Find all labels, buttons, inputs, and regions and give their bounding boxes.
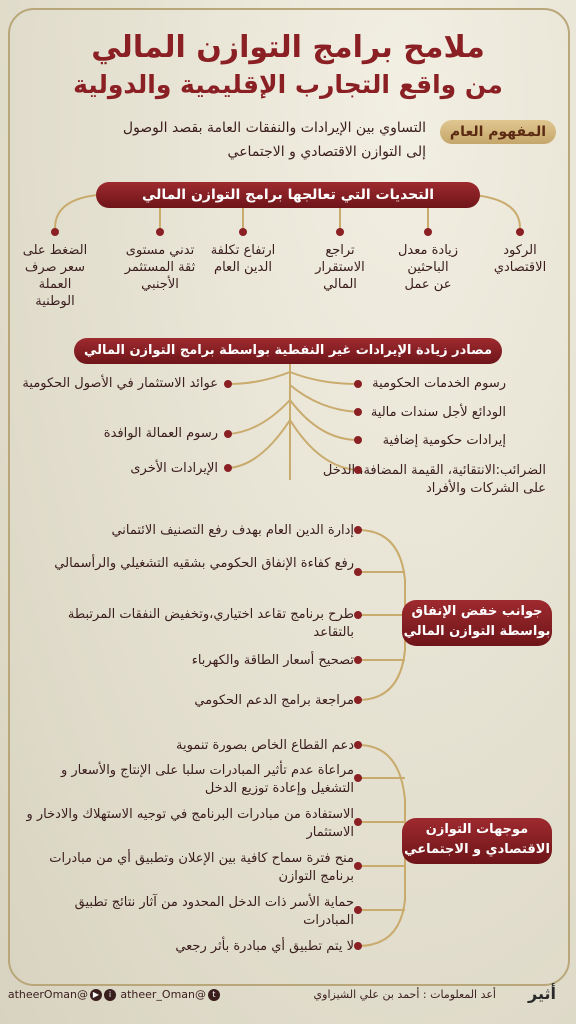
source-right-1: رسوم الخدمات الحكومية: [372, 376, 506, 391]
challenge-item-3: تراجع الاستقرار المالي: [315, 243, 365, 292]
guideline-item-1: دعم القطاع الخاص بصورة تنموية: [176, 738, 354, 753]
spending-item-4: تصحيح أسعار الطاقة والكهرباء: [191, 653, 354, 668]
guidelines-label: [402, 818, 552, 864]
guidelines-label-2: الاقتصادي و الاجتماعي: [404, 842, 550, 857]
challenge-item-5: تدني مستوى ثقة المستثمر الأجنبي: [124, 243, 196, 292]
credit-text: أعد المعلومات : أحمد بن علي الشيزاوي: [313, 988, 496, 1001]
guideline-item-6: لا يتم تطبيق أي مبادرة بأثر رجعي: [175, 939, 354, 954]
youtube-icon: ▶: [90, 989, 102, 1001]
source-right-2: الودائع لأجل سندات مالية: [370, 405, 506, 420]
concept-text-2: إلى التوازن الاقتصادي و الاجتماعي: [227, 144, 426, 160]
spending-item-3: طرح برنامج تقاعد اختياري،وتخفيض النفقات المرتبطة بالتقاعد: [67, 607, 354, 640]
title-line-2: من واقع التجارب الإقليمية والدولية: [73, 70, 503, 99]
concept-text-1: التساوي بين الإيرادات والنفقات العامة بقصد الوصول: [122, 120, 426, 136]
spending-label: [402, 600, 552, 646]
spending-item-1: إدارة الدين العام بهدف رفع التصنيف الائتماني: [111, 523, 354, 538]
challenge-item-1: الركود الاقتصادي: [493, 243, 547, 275]
logo: أثير: [528, 984, 556, 1003]
guideline-item-4: منح فترة سماح كافية بين الإعلان وتطبيق أي من مبادرات برنامج التوازن: [49, 851, 354, 884]
concept-label: المفهوم العام: [440, 120, 556, 144]
spending-item-5: مراجعة برامج الدعم الحكومي: [194, 693, 354, 708]
handle-1: @atheer_Oman: [120, 988, 206, 1001]
spending-label-2: بواسطة التوازن المالي: [403, 624, 551, 639]
source-left-3: الإيرادات الأخرى: [130, 461, 218, 476]
spending-item-2: رفع كفاءة الإنفاق الحكومي بشقيه التشغيلي والرأسمالي: [54, 556, 354, 571]
challenge-item-4: ارتفاع تكلفة الدين العام: [210, 243, 276, 275]
twitter-icon: t: [208, 989, 220, 1001]
guidelines-label-1: موجهات التوازن: [425, 822, 529, 837]
source-right-3: إيرادات حكومية إضافية: [382, 433, 506, 448]
handle-2: @atheerOman: [7, 988, 88, 1001]
title-line-1: ملامح برامج التوازن المالي: [91, 30, 485, 65]
guideline-item-5: حماية الأسر ذات الدخل المحدود من آثار نتائج تطبيق المبادرات: [74, 895, 354, 928]
spending-label-1: جوانب خفض الإنفاق: [411, 604, 543, 619]
source-right-4: الضرائب:الانتقائية، القيمة المضافة، الدخل على الشركات والأفراد: [322, 463, 546, 496]
challenges-heading: التحديات التي تعالجها برامج التوازن المالي: [96, 182, 480, 208]
sources-heading: مصادر زيادة الإيرادات غير النفطية بواسطة برامج التوازن المالي: [74, 338, 502, 364]
guideline-item-3: الاستفادة من مبادرات البرنامج في توجيه الاستهلاك والادخار و الاستثمار: [26, 807, 354, 840]
challenge-item-2: زيادة معدل الباحثين عن عمل: [397, 243, 459, 292]
instagram-icon: i: [104, 989, 116, 1001]
challenge-item-6: الضغط على سعر صرف العملة الوطنية: [22, 243, 88, 309]
guideline-item-2: مراعاة عدم تأثير المبادرات سلبا على الإنتاج والأسعار و التشغيل وإعادة توزيع الدخل: [60, 763, 354, 796]
social-handles[interactable]: [8, 988, 116, 1001]
source-left-2: رسوم العمالة الوافدة: [103, 426, 218, 441]
twitter-handle[interactable]: [120, 988, 220, 1001]
source-left-1: عوائد الاستثمار في الأصول الحكومية: [22, 376, 218, 391]
